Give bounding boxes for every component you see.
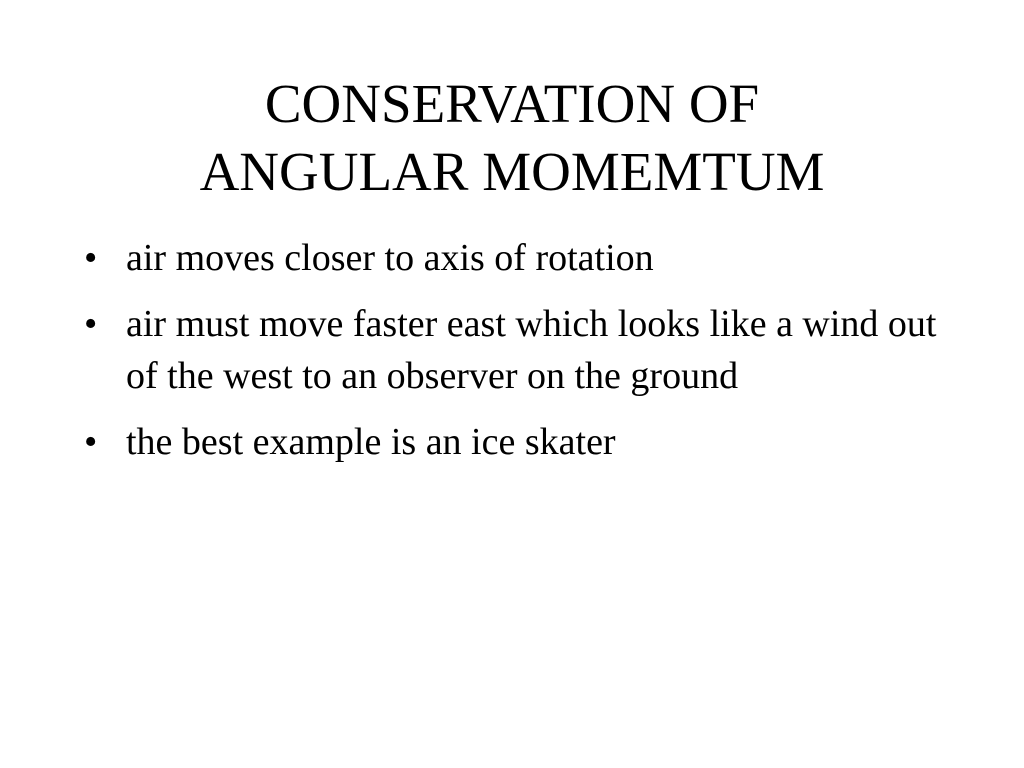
bullet-item — [80, 416, 950, 468]
bullet-item — [80, 232, 950, 284]
bullet-icon: • — [84, 303, 98, 345]
slide-title — [80, 70, 944, 206]
bullet-text: air moves closer to axis of rotation — [126, 237, 654, 279]
bullet-text: air must move faster east which looks like a wind out of the west to an observer on the ground — [126, 303, 937, 397]
slide-title-line-1: CONSERVATION OF — [264, 73, 760, 134]
bullet-item — [80, 298, 950, 402]
bullet-icon: • — [84, 237, 98, 279]
slide-title-line-2: ANGULAR MOMEMTUM — [199, 141, 825, 202]
bullet-list — [80, 232, 950, 482]
bullet-text: the best example is an ice skater — [126, 421, 616, 463]
bullet-icon: • — [84, 421, 98, 463]
